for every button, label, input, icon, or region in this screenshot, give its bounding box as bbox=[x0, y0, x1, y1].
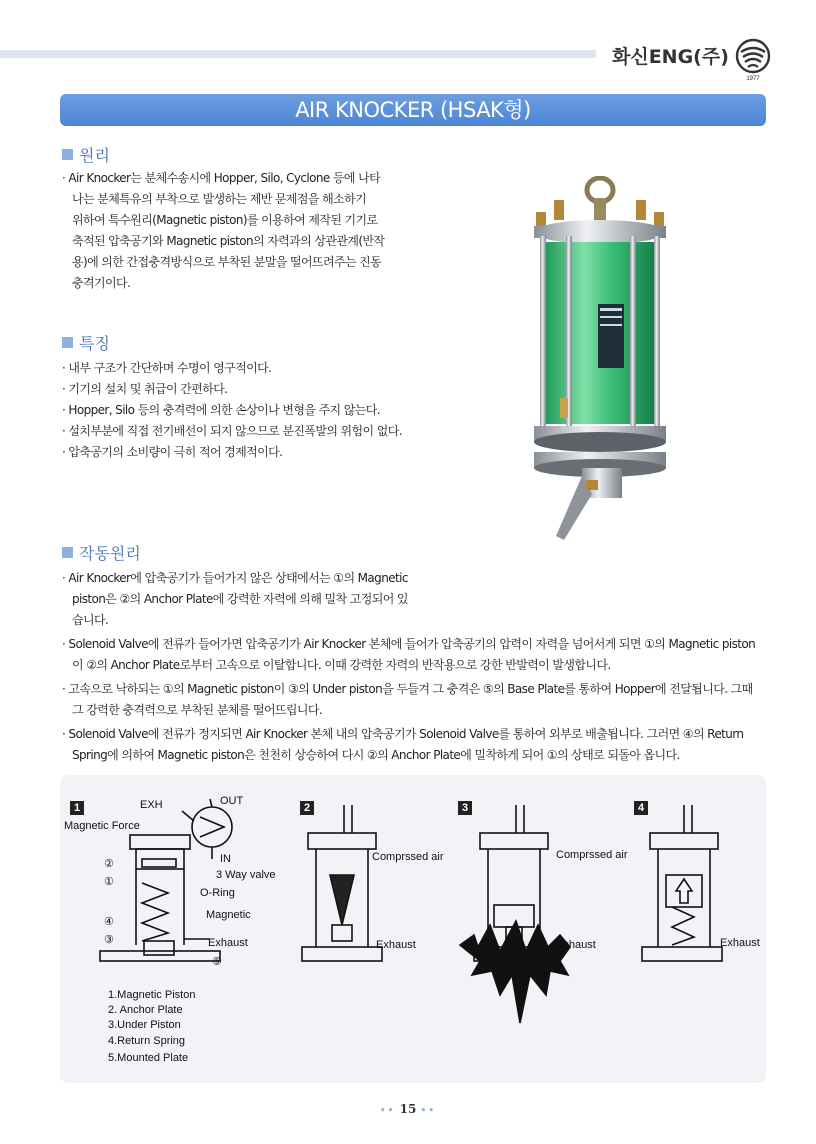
legend-item: 5.Mounted Plate bbox=[108, 1052, 189, 1064]
principle-line: 나는 분체특유의 부착으로 발생하는 제반 문제점을 해소하기 bbox=[72, 192, 367, 206]
decor-dots: •• bbox=[420, 1106, 437, 1116]
section-operation-heading bbox=[62, 541, 141, 564]
principle-text bbox=[62, 168, 407, 294]
feature-item: · 내부 구조가 간단하며 수명이 영구적이다. bbox=[62, 361, 272, 375]
feature-item: · Hopper, Silo 등의 충격력에 의한 손상이나 변형을 주지 않는다. bbox=[62, 403, 380, 417]
operation-item: · Solenoid Valve에 전류가 들어가면 압축공기가 Air Knocker 본체에 들어가 압축공기의 압력이 자력을 넘어서게 되면 ①의 Magnetic piston이 ②의 Anchor Plate로부터 고속으로 이탈합니다. 이때 강력한 자력의 반작용으로 강한 반발력이 발생합니다. bbox=[62, 637, 756, 672]
operation-diagram bbox=[60, 775, 766, 1083]
header-rule bbox=[0, 50, 596, 58]
label-exhaust: Exhaust bbox=[208, 937, 248, 949]
label-magnetic-force: Magnetic Force bbox=[64, 820, 140, 832]
panel-number: 3 bbox=[462, 802, 469, 814]
label-exhaust: Exhaust bbox=[556, 939, 596, 951]
label-5: ⑤ bbox=[212, 956, 222, 968]
legend-item: 4.Return Spring bbox=[108, 1035, 186, 1047]
label-3: ③ bbox=[104, 934, 114, 946]
logo-year: 1977 bbox=[746, 76, 760, 82]
label-3way-valve: 3 Way valve bbox=[216, 869, 276, 881]
air-knocker-photo bbox=[520, 176, 680, 546]
section-marker bbox=[62, 547, 73, 558]
label-oring: O-Ring bbox=[200, 887, 235, 899]
label-4: ④ bbox=[104, 916, 114, 928]
page-number: 15 bbox=[399, 1102, 417, 1116]
section-features-title: 특징 bbox=[79, 334, 110, 353]
principle-line: 용)에 의한 간접충격방식으로 부착된 분말을 떨어뜨려주는 진동 bbox=[72, 255, 382, 269]
label-magnetic: Magnetic bbox=[206, 909, 251, 921]
legend-item: 3.Under Piston bbox=[108, 1019, 181, 1031]
label-in: IN bbox=[220, 853, 231, 865]
section-marker bbox=[62, 337, 73, 348]
feature-item: · 기기의 설치 및 취급이 간편하다. bbox=[62, 382, 228, 396]
principle-line: 충격기이다. bbox=[72, 276, 131, 290]
operation-item: · Solenoid Valve에 전류가 정지되면 Air Knocker 본체 내의 압축공기가 Solenoid Valve를 통하여 외부로 배출됩니다. 그러면 ④의 Return Spring에 의하여 Magnetic piston은 천천히 상승하여 다시 ②의 Anchor Plate에 밀착하게 되어 ①의 상태로 되돌아 옵니다. bbox=[62, 727, 744, 762]
operation-item: · Air Knocker에 압축공기가 들어가지 않은 상태에서는 ①의 Magnetic piston은 ②의 Anchor Plate에 강력한 자력에 의해 밀착 고정되어 있습니다. bbox=[62, 571, 408, 627]
label-exhaust: Exhaust bbox=[376, 939, 416, 951]
label-2: ② bbox=[104, 858, 114, 870]
label-exh: EXH bbox=[140, 799, 163, 811]
page-number-wrap bbox=[0, 1102, 816, 1116]
section-principle-heading bbox=[62, 143, 110, 166]
label-exhaust: Exhaust bbox=[720, 937, 760, 949]
section-marker bbox=[62, 149, 73, 160]
feature-item: · 설치부분에 직접 전기배선이 되지 않으므로 분진폭발의 위험이 없다. bbox=[62, 424, 402, 438]
legend-item: 2. Anchor Plate bbox=[108, 1004, 183, 1016]
panel-number: 4 bbox=[638, 802, 645, 814]
principle-line: 위하여 특수원리(Magnetic piston)를 이용하여 제작된 기기로 bbox=[72, 213, 378, 227]
principle-line: · Air Knocker는 분체수송시에 Hopper, Silo, Cyclone 등에 나타 bbox=[62, 171, 381, 185]
operation-item: · 고속으로 낙하되는 ①의 Magnetic piston이 ③의 Under piston을 두들겨 그 충격은 ⑤의 Base Plate를 통하여 Hopper에 전달됩니다. 그때 그 강력한 충격력으로 부착된 분체를 떨어뜨립니다. bbox=[62, 682, 753, 717]
panel-number: 1 bbox=[74, 802, 81, 814]
label-compressed-air: Comprssed air bbox=[372, 851, 444, 863]
section-features-heading bbox=[62, 331, 110, 354]
label-compressed-air: Comprssed air bbox=[556, 849, 628, 861]
legend-item: 1.Magnetic Piston bbox=[108, 989, 196, 1001]
label-1: ① bbox=[104, 876, 114, 888]
operation-list bbox=[62, 568, 766, 769]
section-principle-title: 원리 bbox=[79, 146, 110, 165]
decor-dots: •• bbox=[379, 1106, 396, 1116]
label-out: OUT bbox=[220, 795, 244, 807]
feature-item: · 압축공기의 소비량이 극히 적어 경제적이다. bbox=[62, 445, 283, 459]
features-list bbox=[62, 358, 407, 463]
principle-line: 축적된 압축공기와 Magnetic piston의 자력과의 상관관계(반작 bbox=[72, 234, 385, 248]
section-operation-title: 작동원리 bbox=[79, 544, 141, 563]
company-name: 화신ENG(주) bbox=[612, 46, 729, 68]
panel-number: 2 bbox=[304, 802, 311, 814]
company-logo bbox=[733, 38, 773, 82]
page-title: AIR KNOCKER (HSAK형) bbox=[60, 94, 766, 126]
